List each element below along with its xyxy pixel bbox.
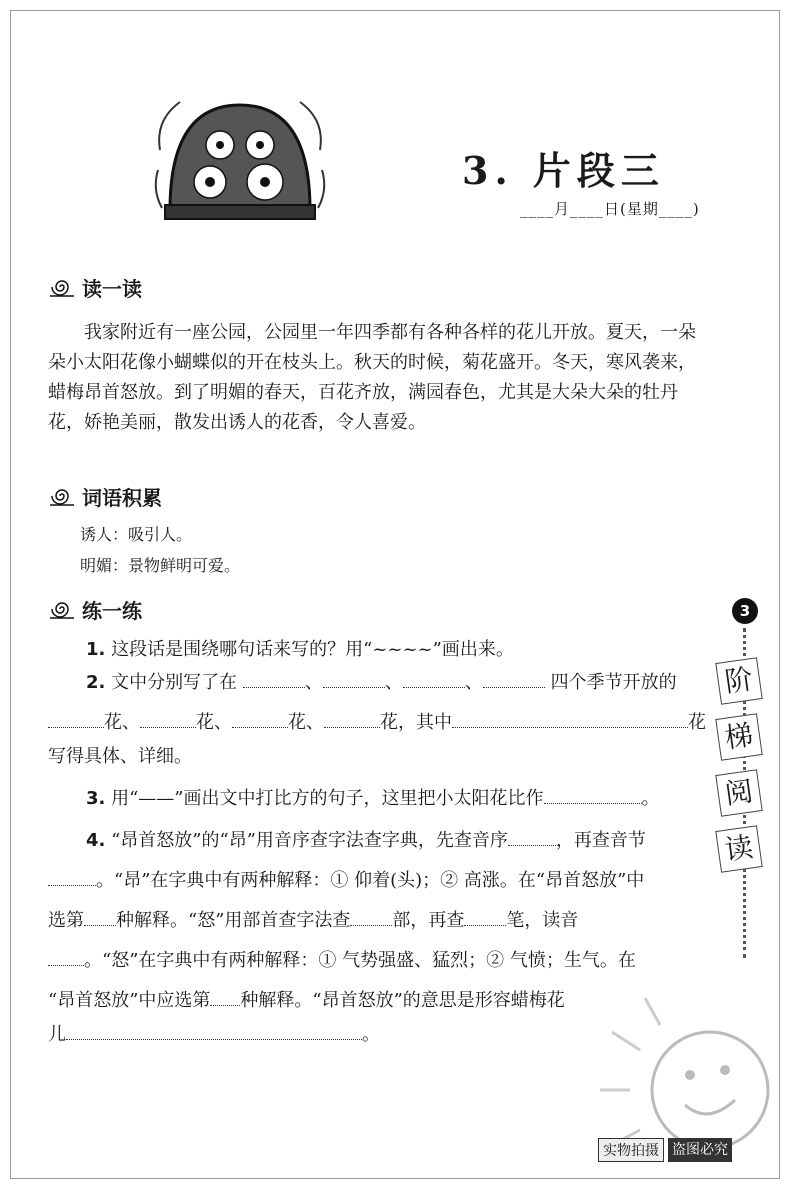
question-number: 1. — [86, 639, 106, 660]
stamp-left: 实物拍摄 — [598, 1138, 664, 1162]
question-1 — [86, 635, 514, 661]
question-number: 2. — [86, 672, 106, 693]
answer-blank[interactable] — [323, 671, 385, 688]
section-vocab — [48, 482, 162, 510]
swirl-icon — [48, 276, 76, 298]
question-2-line-3: 写得具体、详细。 — [48, 746, 192, 767]
question-text: 花、 — [288, 712, 324, 733]
swirl-icon — [48, 598, 76, 620]
question-2-line-2 — [48, 708, 706, 734]
question-number: 4. — [86, 830, 106, 851]
question-text: 。“昂”在字典中有两种解释：① 仰着(头)；② 高涨。在“昂首怒放”中 — [96, 870, 645, 891]
answer-blank[interactable] — [48, 949, 84, 966]
question-2: 2. 文中分别写了在 、 、 、 四个季节开放的 — [86, 672, 677, 693]
answer-blank[interactable] — [324, 711, 380, 728]
question-text: 花、 — [196, 712, 232, 733]
answer-blank[interactable] — [210, 989, 240, 1006]
question-text: 选第 — [48, 910, 84, 931]
question-text: 儿 — [48, 1024, 66, 1045]
section-read-label: 读一读 — [82, 276, 142, 301]
question-text: 部，再查 — [392, 910, 465, 931]
question-text: 种解释。“怒”用部首查字法查 — [116, 910, 351, 931]
question-3 — [86, 784, 660, 810]
question-text: 种解释。“昂首怒放”的意思是形容蜡梅花 — [240, 990, 565, 1011]
question-text: 用“——”画出文中打比方的句子，这里把小太阳花比作 — [111, 788, 544, 809]
vocab-item: 诱人：吸引人。 — [80, 525, 193, 544]
section-read — [48, 273, 142, 301]
stamp-right: 盗图必究 — [668, 1138, 732, 1162]
answer-blank[interactable] — [508, 829, 556, 846]
section-practice-label: 练一练 — [82, 598, 142, 623]
answer-blank[interactable] — [464, 909, 506, 926]
page-number-badge: 3 — [732, 598, 758, 624]
section-vocab-label: 词语积累 — [82, 485, 162, 510]
sun-face-icon — [590, 980, 780, 1150]
question-number: 3. — [86, 788, 106, 809]
answer-blank[interactable] — [48, 711, 104, 728]
floral-emblem-icon — [150, 90, 330, 230]
answer-blank[interactable] — [350, 909, 392, 926]
question-text: ，再查音节 — [555, 830, 646, 851]
date-line: ____月____日(星期____) — [520, 200, 700, 218]
answer-blank[interactable] — [48, 869, 96, 886]
answer-blank[interactable] — [544, 787, 642, 804]
answer-blank[interactable] — [66, 1023, 362, 1040]
question-text: 。“怒”在字典中有两种解释：① 气势强盛、猛烈；② 气愤；生气。在 — [84, 950, 636, 971]
question-text: 花，其中 — [380, 712, 452, 733]
question-text: 花 — [688, 712, 706, 733]
reading-passage: 我家附近有一座公园，公园里一年四季都有各种各样的花儿开放。夏天，一朵朵小太阳花像小蝴蝶似的开在枝头上。秋天的时候，菊花盛开。冬天，寒风袭来，蜡梅昂首怒放。到了明媚的春天，百花齐放，满园春色，尤其是大朵大朵的牡丹花，娇艳美丽，散发出诱人的花香，令人喜爱。 — [48, 322, 696, 433]
vertical-title-char: 读 — [715, 825, 762, 872]
vertical-title-char: 阅 — [715, 769, 762, 816]
vocab-item: 明媚：景物鲜明可爱。 — [80, 556, 241, 575]
question-4-line-3 — [48, 906, 578, 932]
answer-blank[interactable] — [452, 711, 688, 728]
answer-blank[interactable] — [140, 711, 196, 728]
question-text: “昂首怒放”中应选第 — [48, 990, 211, 1011]
question-4-line-5 — [48, 986, 565, 1012]
question-text: 文中分别写了在 — [111, 672, 238, 693]
section-practice — [48, 595, 142, 623]
question-text: 。 — [362, 1024, 380, 1045]
watermark-stamp — [598, 1138, 732, 1162]
answer-blank[interactable] — [483, 671, 545, 688]
vertical-title-char: 阶 — [715, 657, 762, 704]
question-text: “昂首怒放”的“昂”用音序查字法查字典，先查音序 — [111, 830, 508, 851]
question-text: 这段话是围绕哪句话来写的？用“~~~~”画出来。 — [111, 639, 514, 660]
answer-blank[interactable] — [232, 711, 288, 728]
swirl-icon — [48, 485, 76, 507]
question-4-line-4 — [48, 946, 636, 972]
question-text: 。 — [641, 788, 660, 809]
answer-blank[interactable] — [403, 671, 465, 688]
vertical-title-char: 梯 — [715, 713, 762, 760]
answer-blank[interactable] — [84, 909, 116, 926]
question-text: 笔，读音 — [506, 910, 579, 931]
question-text: 花、 — [104, 712, 140, 733]
question-4-line-2 — [48, 866, 644, 892]
answer-blank[interactable] — [243, 671, 305, 688]
question-text: 四个季节开放的 — [550, 672, 677, 693]
question-4-line-6 — [48, 1020, 380, 1046]
page-title: 3. 片段三 — [462, 148, 665, 193]
question-4 — [86, 826, 646, 852]
vertical-series-title — [718, 660, 760, 870]
